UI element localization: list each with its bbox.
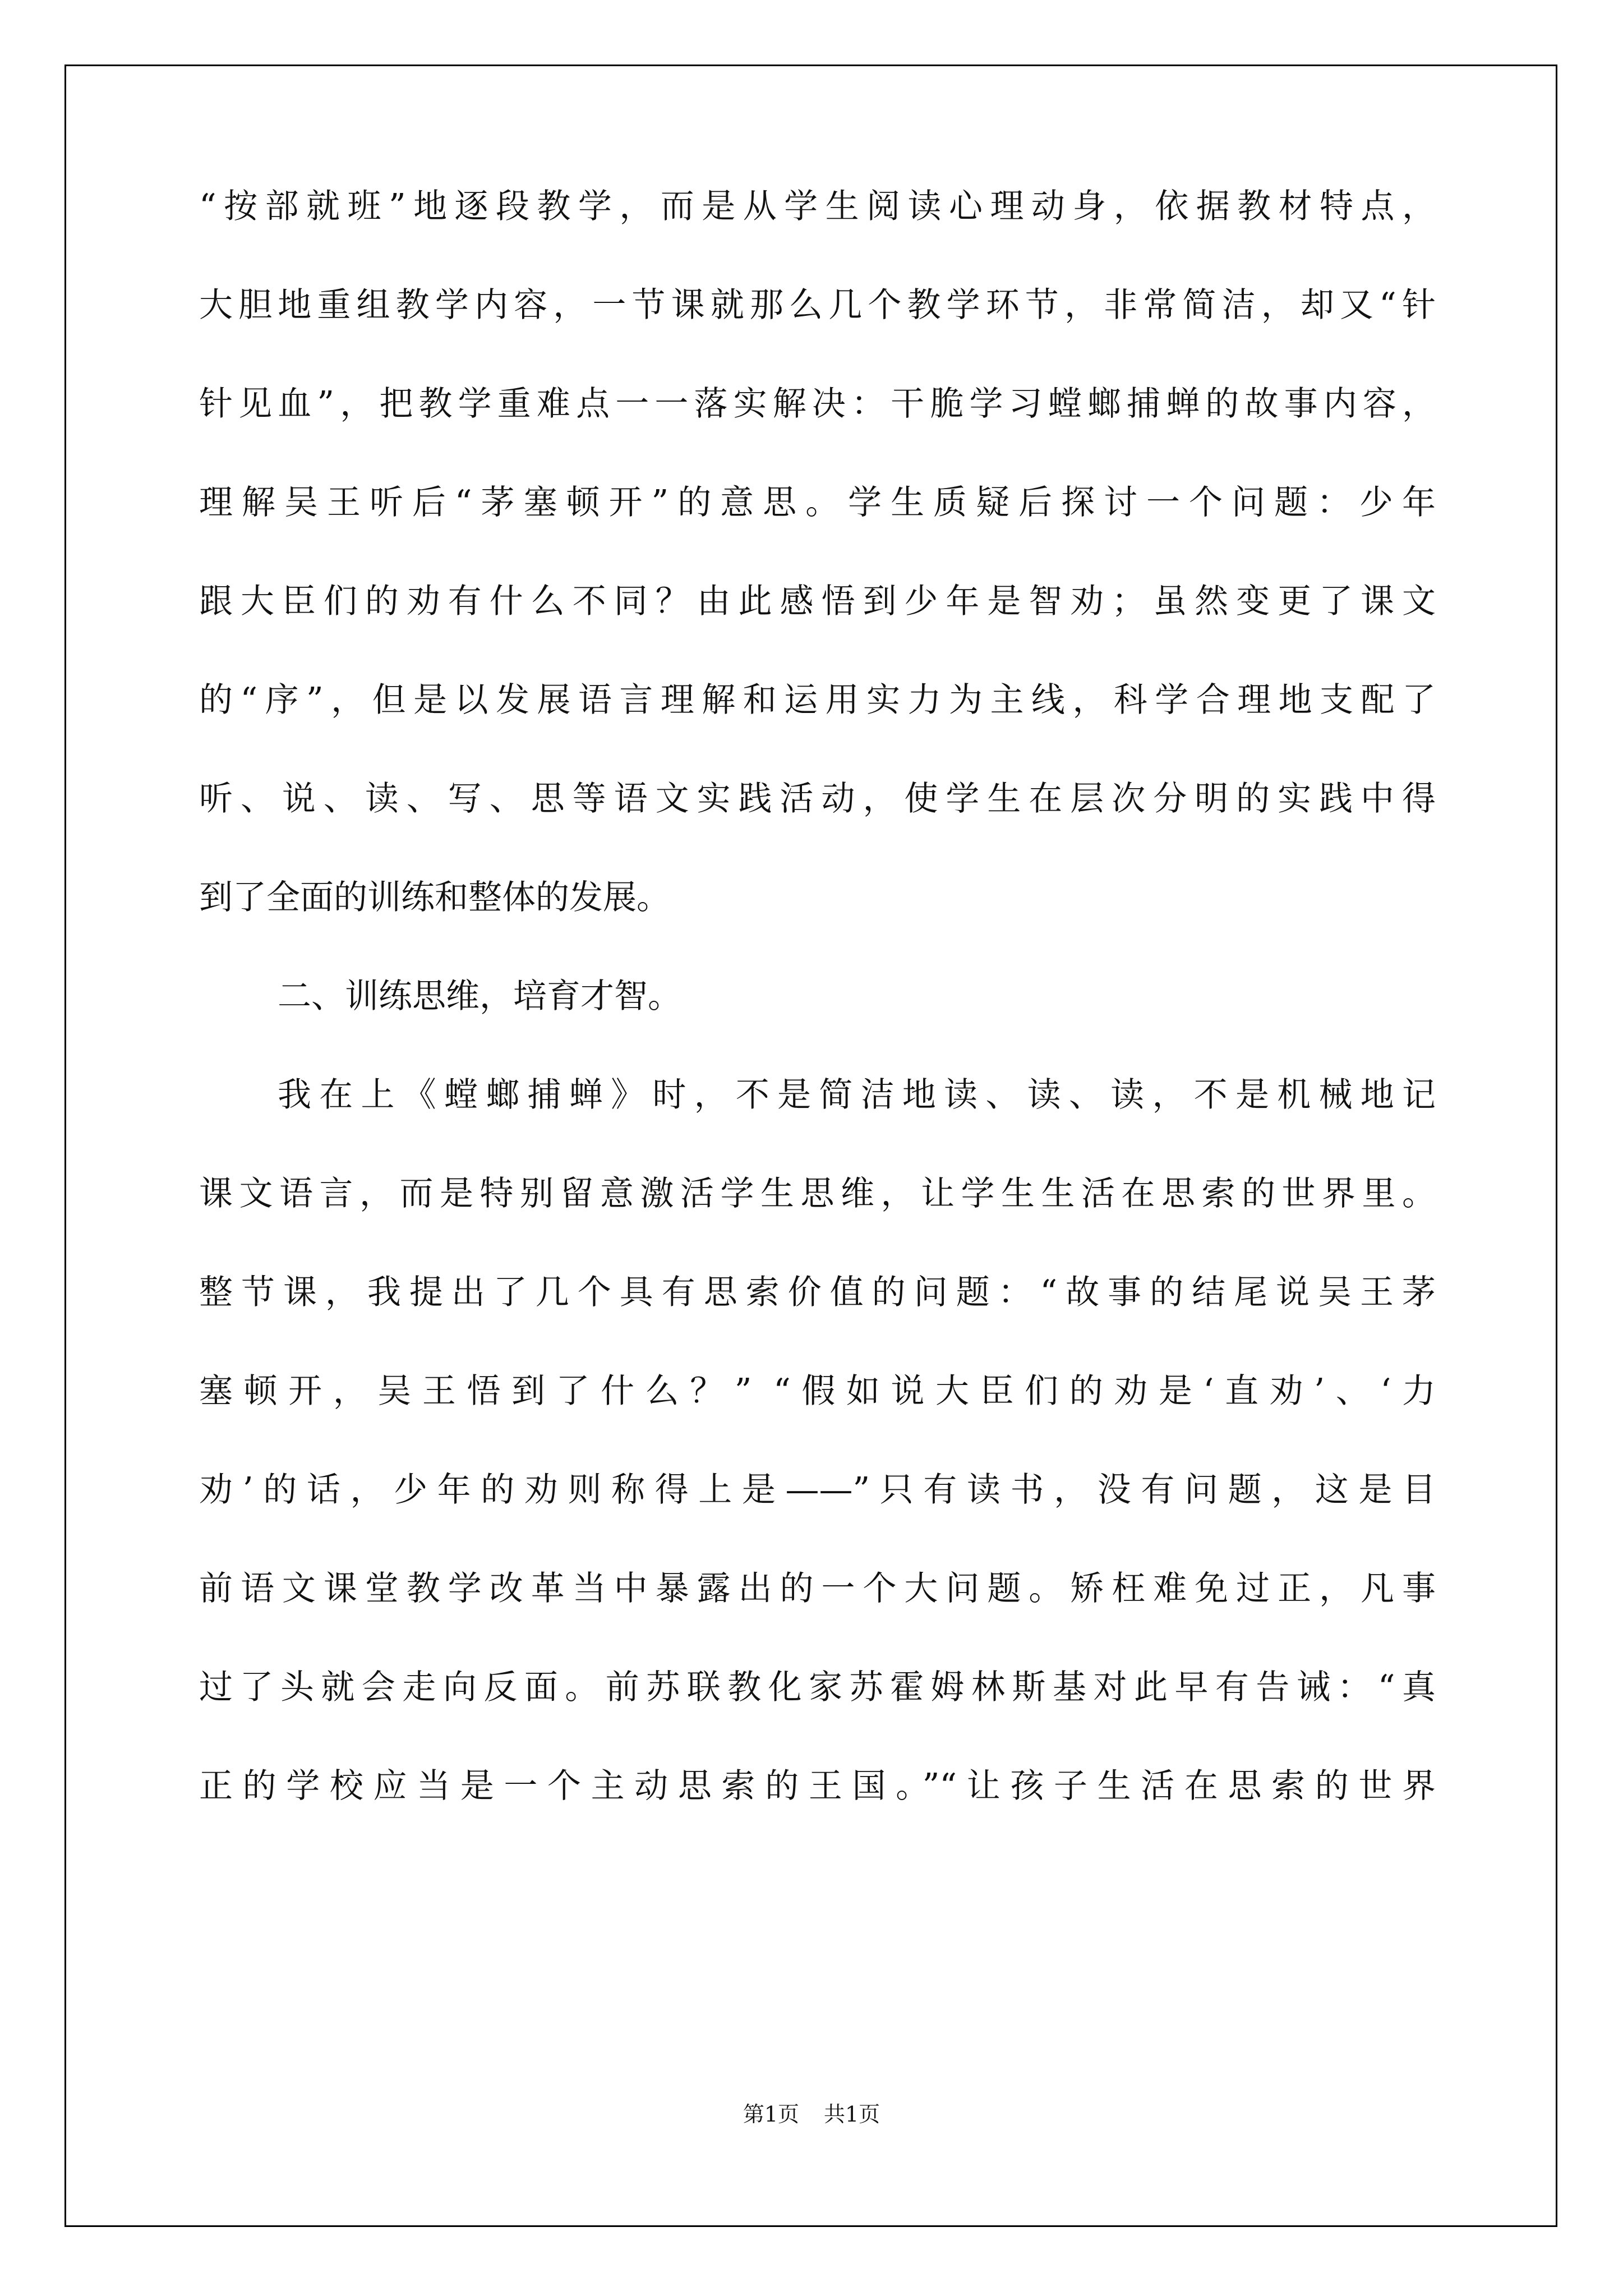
paragraph-line: 到了全面的训练和整体的发展。 bbox=[199, 878, 670, 917]
paragraph-line: 的“序”，但是以发展语言理解和运用实力为主线，科学合理地支配了 bbox=[199, 680, 1436, 720]
paragraph-line: 过了头就会走向反面。前苏联教化家苏霍姆林斯基对此早有告诫：“真 bbox=[199, 1668, 1436, 1707]
paragraph-line: 理解吴王听后“茅塞顿开”的意思。学生质疑后探讨一个问题：少年 bbox=[199, 483, 1436, 522]
paragraph-line: 跟大臣们的劝有什么不同？由此感悟到少年是智劝；虽然变更了课文 bbox=[199, 582, 1436, 621]
document-body bbox=[199, 187, 1436, 1865]
paragraph-line: 大胆地重组教学内容，一节课就那么几个教学环节，非常简洁，却又“针 bbox=[199, 286, 1436, 325]
paragraph-line: 课文语言，而是特别留意激活学生思维，让学生生活在思索的世界里。 bbox=[199, 1174, 1436, 1213]
paragraph-line: 塞顿开，吴王悟到了什么？” “假如说大臣们的劝是‘直劝’、‘力 bbox=[199, 1372, 1436, 1411]
paragraph-line: 前语文课堂教学改革当中暴露出的一个大问题。矫枉难免过正，凡事 bbox=[199, 1569, 1436, 1608]
paragraph-line: “按部就班”地逐段教学，而是从学生阅读心理动身，依据教材特点， bbox=[199, 187, 1436, 226]
paragraph-line: 劝’的话，少年的劝则称得上是——”只有读书，没有问题，这是目 bbox=[199, 1470, 1436, 1510]
page-footer bbox=[0, 2097, 1623, 2128]
paragraph-line: 我在上《螳螂捕蝉》时，不是简洁地读、读、读，不是机械地记 bbox=[278, 1075, 1436, 1115]
page-total: 共1页 bbox=[824, 2102, 880, 2127]
paragraph-line: 正的学校应当是一个主动思索的王国。”“让孩子生活在思索的世界 bbox=[199, 1766, 1436, 1806]
section-heading: 二、训练思维，培育才智。 bbox=[278, 977, 681, 1016]
paragraph-line: 听、说、读、写、思等语文实践活动，使学生在层次分明的实践中得 bbox=[199, 779, 1436, 818]
paragraph-line: 针见血”，把教学重难点一一落实解决：干脆学习螳螂捕蝉的故事内容， bbox=[199, 384, 1436, 424]
page-number: 第1页 bbox=[743, 2102, 799, 2127]
paragraph-line: 整节课，我提出了几个具有思索价值的问题：“故事的结尾说吴王茅 bbox=[199, 1273, 1436, 1312]
